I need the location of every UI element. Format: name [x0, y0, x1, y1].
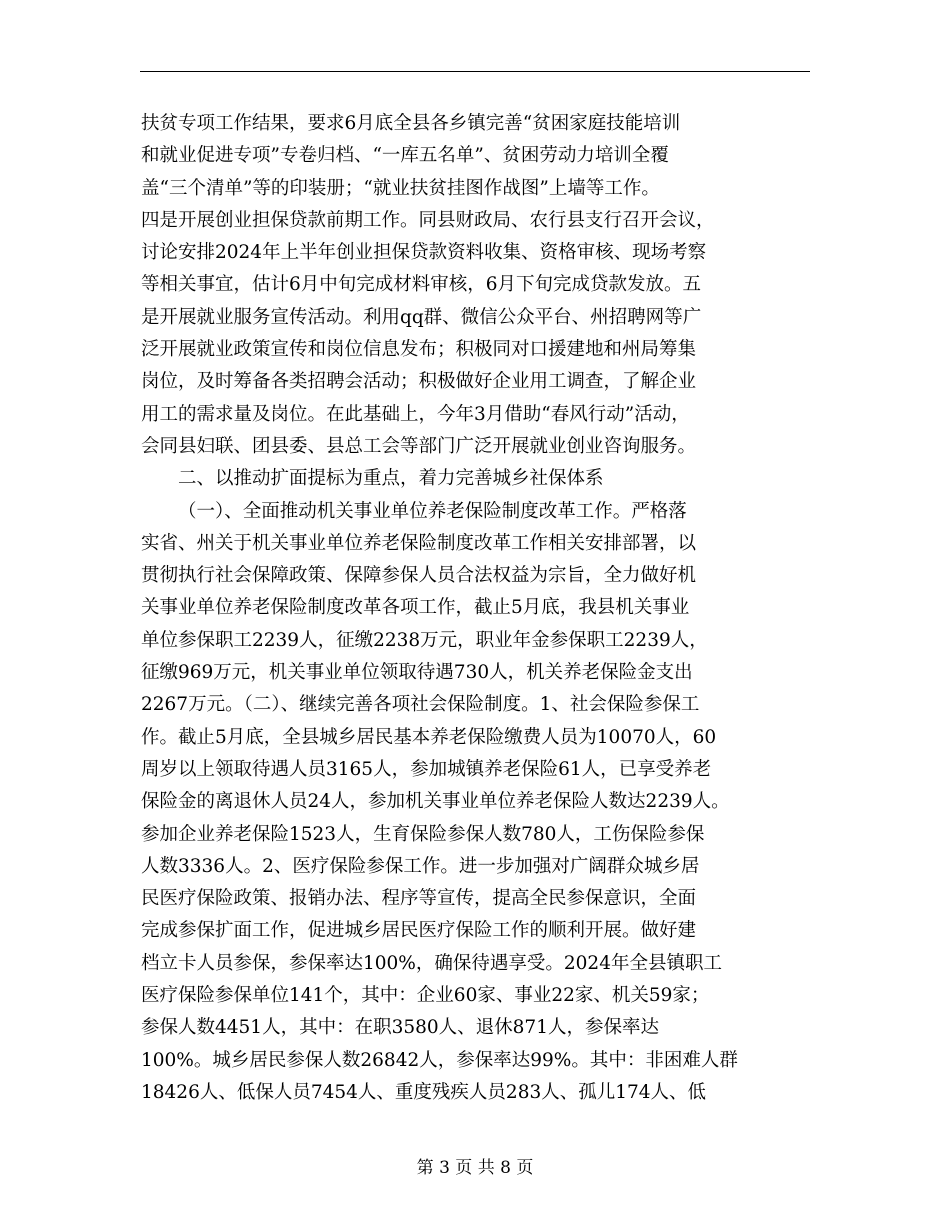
text-line: 泛开展就业政策宣传和岗位信息发布；积极同对口援建地和州局筹集 [141, 339, 697, 361]
text-line: 参加企业养老保险1523人，生育保险参保人数780人，工伤保险参保 [141, 823, 705, 845]
text-line: 档立卡人员参保，参保率达100%，确保待遇享受。2024年全县镇职工 [141, 952, 722, 974]
text-line: 医疗保险参保单位141个，其中：企业60家、事业22家、机关59家； [141, 985, 710, 1007]
text-line: 用工的需求量及岗位。在此基础上，今年3月借助“春风行动”活动， [141, 403, 690, 425]
text-line: 盖“三个清单”等的印装册；“就业扶贫挂图作战图”上墙等工作。 [141, 177, 660, 199]
text-line: 人数3336人。2、医疗保险参保工作。进一步加强对广阔群众城乡居 [141, 855, 700, 877]
text-line: 实省、州关于机关事业单位养老保险制度改革工作相关安排部署，以 [141, 532, 697, 554]
text-line: 参保人数4451人，其中：在职3580人、退休871人，参保率达 [141, 1017, 659, 1039]
page-number: 第 3 页 共 8 页 [416, 1158, 534, 1178]
text-line: 单位参保职工2239人，征缴2238万元，职业年金参保职工2239人， [141, 629, 708, 651]
text-line: 讨论安排2024年上半年创业担保贷款资料收集、资格审核、现场考察 [141, 242, 707, 264]
text-line: 征缴969万元，机关事业单位领取待遇730人，机关养老保险金支出 [141, 662, 693, 684]
text-line: 和就业促进专项”专卷归档、“一库五名单”、贫困劳动力培训全覆 [141, 145, 669, 167]
text-line: （一）、全面推动机关事业单位养老保险制度改革工作。严格落 [178, 500, 687, 522]
text-line: 岗位，及时筹备各类招聘会活动；积极做好企业用工调查，了解企业 [141, 371, 697, 393]
text-line: 保险金的离退休人员24人，参加机关事业单位养老保险人数达2239人。 [141, 791, 730, 813]
text-line: 贯彻执行社会保障政策、保障参保人员合法权益为宗旨，全力做好机 [141, 565, 697, 587]
text-line: 扶贫专项工作结果，要求6月底全县各乡镇完善“贫困家庭技能培训 [141, 113, 681, 134]
text-line: 民医疗保险政策、报销办法、程序等宣传，提高全民参保意识，全面 [141, 888, 697, 910]
text-line: 2267万元。（二）、继续完善各项社会保险制度。1、社会保险参保工 [141, 694, 700, 716]
document-body [141, 108, 841, 1109]
text-line: 关事业单位养老保险制度改革各项工作，截止5月底，我县机关事业 [141, 597, 690, 619]
text-line: 周岁以上领取待遇人员3165人，参加城镇养老保险61人，已享受养老 [141, 758, 712, 780]
text-line: 是开展就业服务宣传活动。利用qq群、微信公众平台、州招聘网等广 [141, 306, 702, 328]
text-line: 等相关事宜，估计6月中旬完成材料审核，6月下旬完成贷款发放。五 [141, 274, 702, 296]
section-heading: 二、以推动扩面提标为重点，着力完善城乡社保体系 [178, 468, 604, 490]
header-rule [140, 71, 810, 72]
text-line: 18426人、低保人员7454人、重度残疾人员283人、孤儿174人、低 [141, 1081, 707, 1103]
text-line: 作。截止5月底，全县城乡居民基本养老保险缴费人员为10070人，60 [141, 726, 717, 748]
text-line: 完成参保扩面工作，促进城乡居民医疗保险工作的顺利开展。做好建 [141, 920, 697, 942]
text-line: 会同县妇联、团县委、县总工会等部门广泛开展就业创业咨询服务。 [141, 435, 697, 457]
text-line: 100%。城乡居民参保人数26842人，参保率达99%。其中：非困难人群 [141, 1049, 738, 1071]
text-line: 四是开展创业担保贷款前期工作。同县财政局、农行县支行召开会议， [141, 209, 715, 231]
